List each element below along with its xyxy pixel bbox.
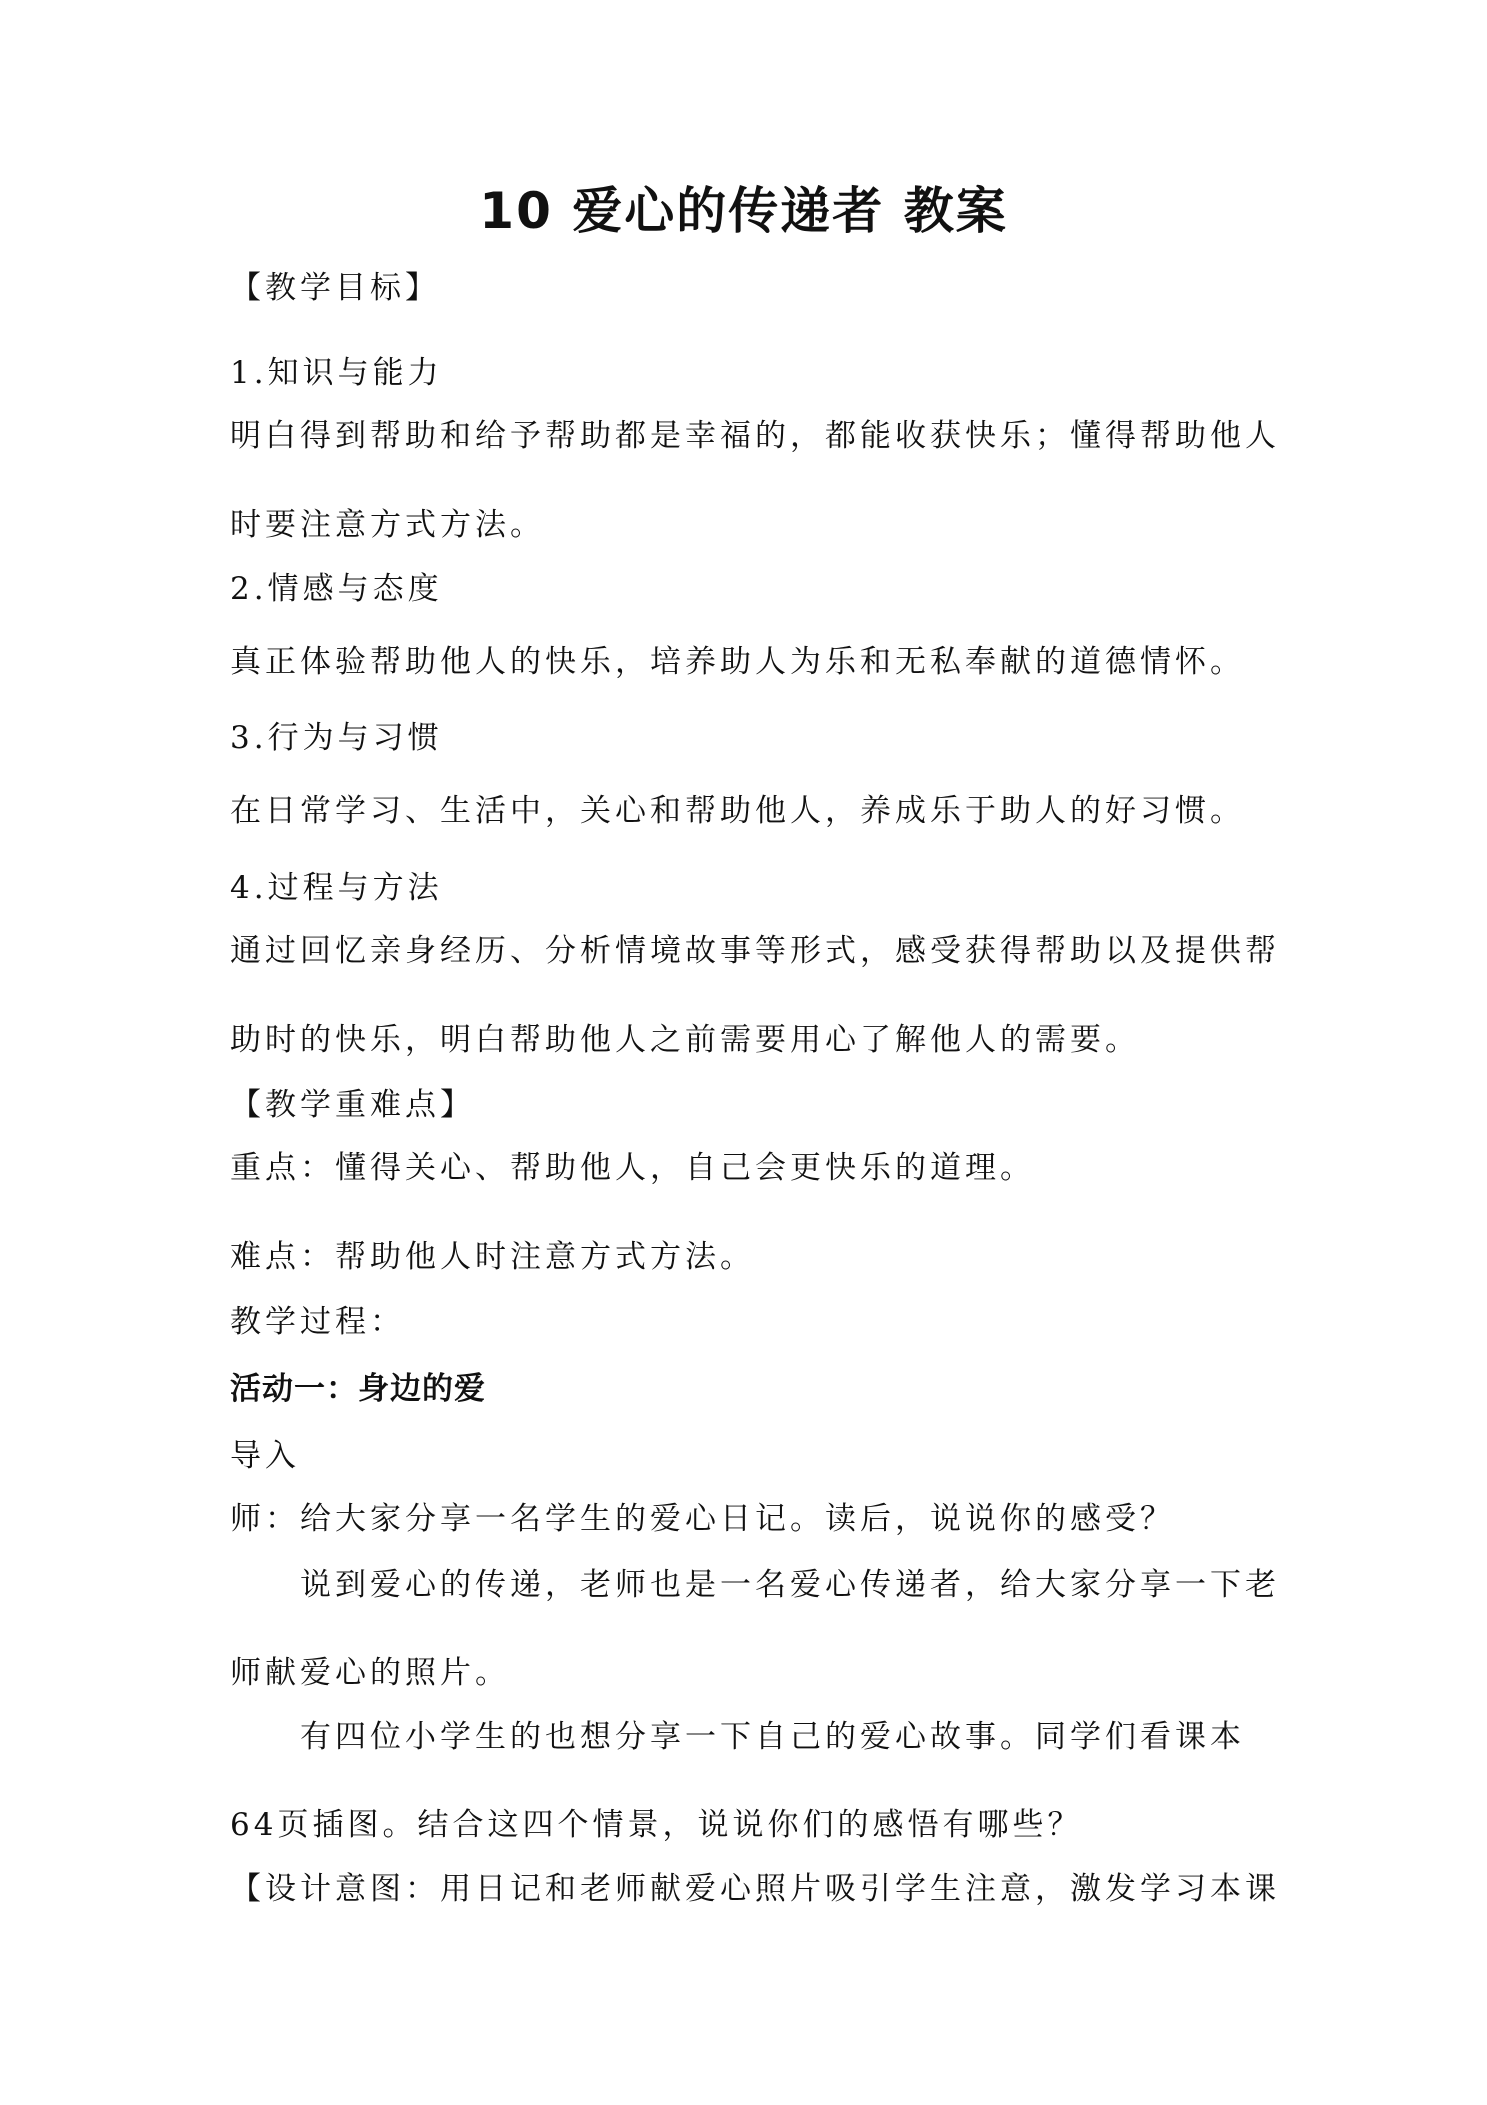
section-heading-objectives: 【教学目标】 [230,270,440,306]
paragraph-line: 说到爱心的传递，老师也是一名爱心传递者，给大家分享一下老 [300,1567,1280,1603]
activity-heading: 活动一：身边的爱 [230,1371,486,1407]
paragraph-line: 在日常学习、生活中，关心和帮助他人，养成乐于助人的好习惯。 [230,793,1245,829]
paragraph-line: 难点：帮助他人时注意方式方法。 [230,1239,755,1275]
subheading-emotion: 2.情感与态度 [230,571,443,607]
subheading-process: 4.过程与方法 [230,870,443,906]
paragraph-line: 64页插图。结合这四个情景，说说你们的感悟有哪些？ [230,1807,1083,1843]
paragraph-line: 通过回忆亲身经历、分析情境故事等形式，感受获得帮助以及提供帮 [230,933,1280,969]
paragraph-line: 助时的快乐，明白帮助他人之前需要用心了解他人的需要。 [230,1022,1140,1058]
document-title: 10 爱心的传递者 教案 [479,182,1008,240]
subheading-knowledge: 1.知识与能力 [230,355,443,391]
section-heading-process: 教学过程： [230,1304,405,1340]
subheading-intro: 导入 [230,1438,300,1474]
paragraph-line: 师：给大家分享一名学生的爱心日记。读后，说说你的感受？ [230,1501,1175,1537]
paragraph-line: 【设计意图：用日记和老师献爱心照片吸引学生注意，激发学习本课 [230,1871,1280,1907]
paragraph-line: 真正体验帮助他人的快乐，培养助人为乐和无私奉献的道德情怀。 [230,644,1245,680]
paragraph-line: 时要注意方式方法。 [230,507,545,543]
paragraph-line: 明白得到帮助和给予帮助都是幸福的，都能收获快乐；懂得帮助他人 [230,418,1280,454]
paragraph-line: 有四位小学生的也想分享一下自己的爱心故事。同学们看课本 [300,1719,1245,1755]
paragraph-line: 重点：懂得关心、帮助他人，自己会更快乐的道理。 [230,1150,1035,1186]
paragraph-line: 师献爱心的照片。 [230,1655,510,1691]
subheading-behavior: 3.行为与习惯 [230,720,443,756]
section-heading-key-points: 【教学重难点】 [230,1087,475,1123]
